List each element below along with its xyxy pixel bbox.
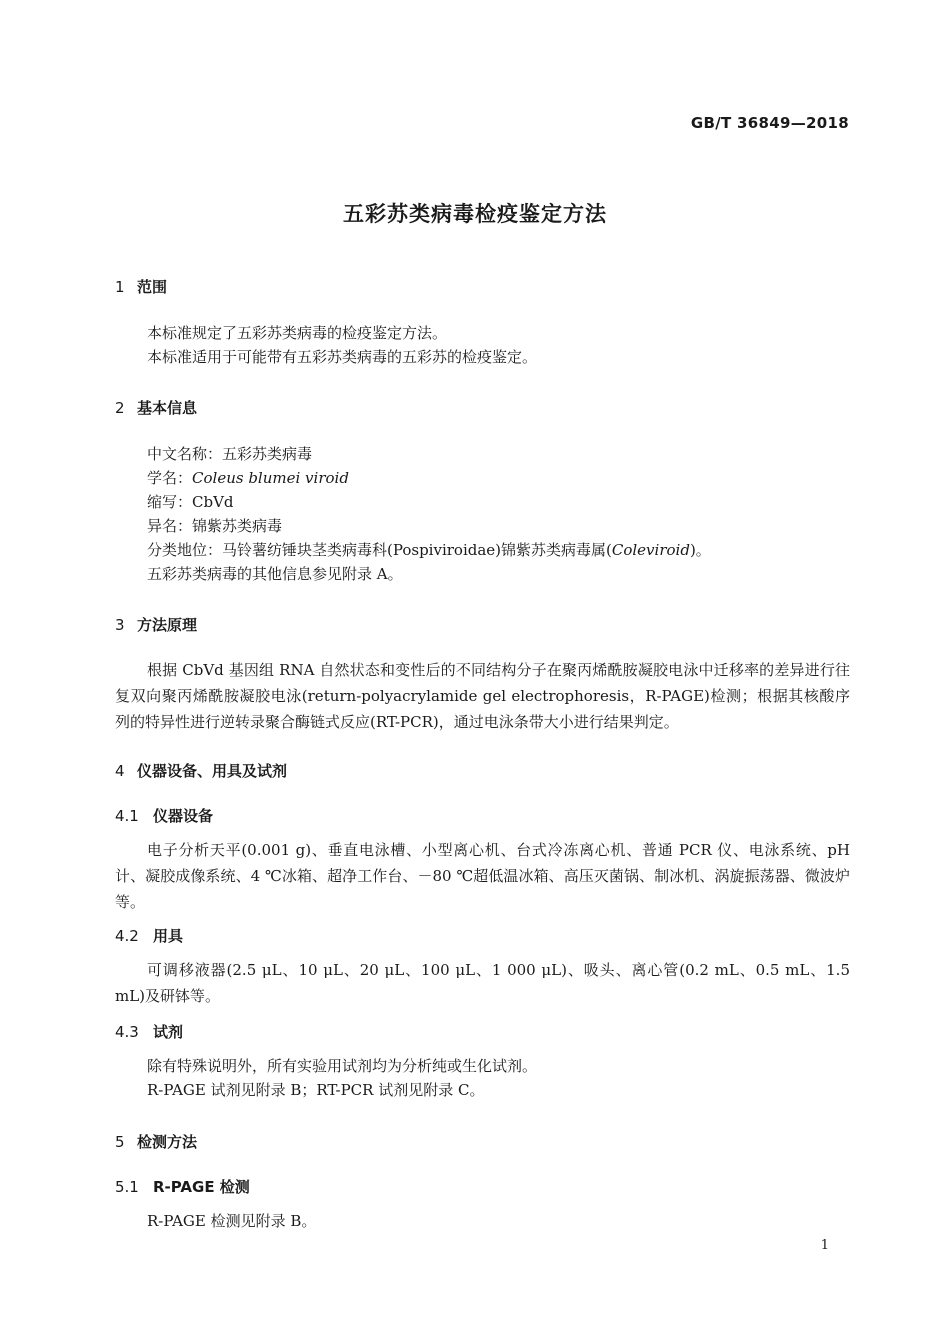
section-title: 方法原理	[137, 616, 198, 634]
chinese-name-line: 中文名称：五彩苏类病毒	[147, 445, 313, 463]
equipment-paragraph: 电子分析天平(0.001 g)、垂直电泳槽、小型离心机、台式冷冻离心机、普通 PCR 仪、电泳系统、pH 计、凝胶成像系统、4 ℃冰箱、超净工作台、－80 ℃超低温冰箱、高压灭菌锅、制冰机、涡旋振荡器、微波炉等。	[115, 841, 850, 911]
paragraph: 本标准适用于可能带有五彩苏类病毒的五彩苏的检疫鉴定。	[147, 348, 538, 366]
subsection-number: 5.1	[115, 1178, 139, 1196]
taxonomy-line	[147, 538, 711, 562]
subsection-title: 试剂	[153, 1023, 184, 1041]
subsection-number: 4.3	[115, 1023, 139, 1041]
section-2-heading	[115, 397, 197, 418]
alias-line: 异名：锦紫苏类病毒	[147, 517, 283, 535]
tools-paragraph: 可调移液器(2.5 μL、10 μL、20 μL、100 μL、1 000 μL)、吸头、离心管(0.2 mL、0.5 mL、1.5 mL)及研钵等。	[115, 961, 850, 1005]
principle-paragraph: 根据 CbVd 基因组 RNA 自然状态和变性后的不同结构分子在聚丙烯酰胺凝胶电泳中迁移率的差异进行往复双向聚丙烯酰胺凝胶电泳(return-polyacrylamide gel electrophoresis，R-PAGE)检测；根据其核酸序列的特异性进行逆转录聚合酶链式反应(RT-PCR)，通过电泳条带大小进行结果判定。	[115, 661, 850, 731]
subsection-title: 仪器设备	[153, 807, 214, 825]
scientific-name-label: 学名：	[147, 469, 193, 487]
section-title: 仪器设备、用具及试剂	[137, 762, 288, 780]
other-info-line: 五彩苏类病毒的其他信息参见附录 A。	[147, 565, 403, 583]
paragraph: 除有特殊说明外，所有实验用试剂均为分析纯或生化试剂。	[147, 1057, 538, 1075]
subsection-title: R-PAGE 检测	[153, 1178, 250, 1196]
section-number: 2	[115, 399, 125, 417]
section-4-3-heading	[115, 1021, 183, 1042]
page-number: 1	[820, 1238, 829, 1253]
section-3-heading	[115, 614, 197, 635]
subsection-title: 用具	[153, 927, 184, 945]
paragraph: 本标准规定了五彩苏类病毒的检疫鉴定方法。	[147, 324, 448, 342]
section-4-1-heading	[115, 805, 213, 826]
abbreviation-line: 缩写：CbVd	[147, 493, 234, 511]
section-number: 3	[115, 616, 125, 634]
subsection-number: 4.2	[115, 927, 139, 945]
paragraph: R-PAGE 检测见附录 B。	[147, 1212, 317, 1230]
section-number: 5	[115, 1133, 125, 1151]
scientific-name: Coleus blumei viroid	[192, 469, 349, 487]
section-1-heading	[115, 276, 167, 297]
section-number: 1	[115, 278, 125, 296]
genus-name: Coleviroid	[611, 541, 690, 559]
scientific-name-line	[147, 466, 349, 490]
section-title: 检测方法	[137, 1133, 198, 1151]
section-4-heading	[115, 760, 287, 781]
section-number: 4	[115, 762, 125, 780]
standard-code: GB/T 36849—2018	[690, 114, 849, 132]
subsection-number: 4.1	[115, 807, 139, 825]
section-5-1-heading	[115, 1176, 250, 1197]
section-4-2-heading	[115, 925, 183, 946]
taxonomy-end: )。	[689, 541, 711, 559]
section-title: 范围	[137, 278, 168, 296]
document-title: 五彩苏类病毒检疫鉴定方法	[343, 202, 607, 226]
taxonomy-text: 分类地位：马铃薯纺锤块茎类病毒科(Pospiviroidae)锦紫苏类病毒属(	[147, 541, 612, 559]
paragraph: R-PAGE 试剂见附录 B；RT-PCR 试剂见附录 C。	[147, 1081, 485, 1099]
section-title: 基本信息	[137, 399, 198, 417]
section-5-heading	[115, 1131, 197, 1152]
